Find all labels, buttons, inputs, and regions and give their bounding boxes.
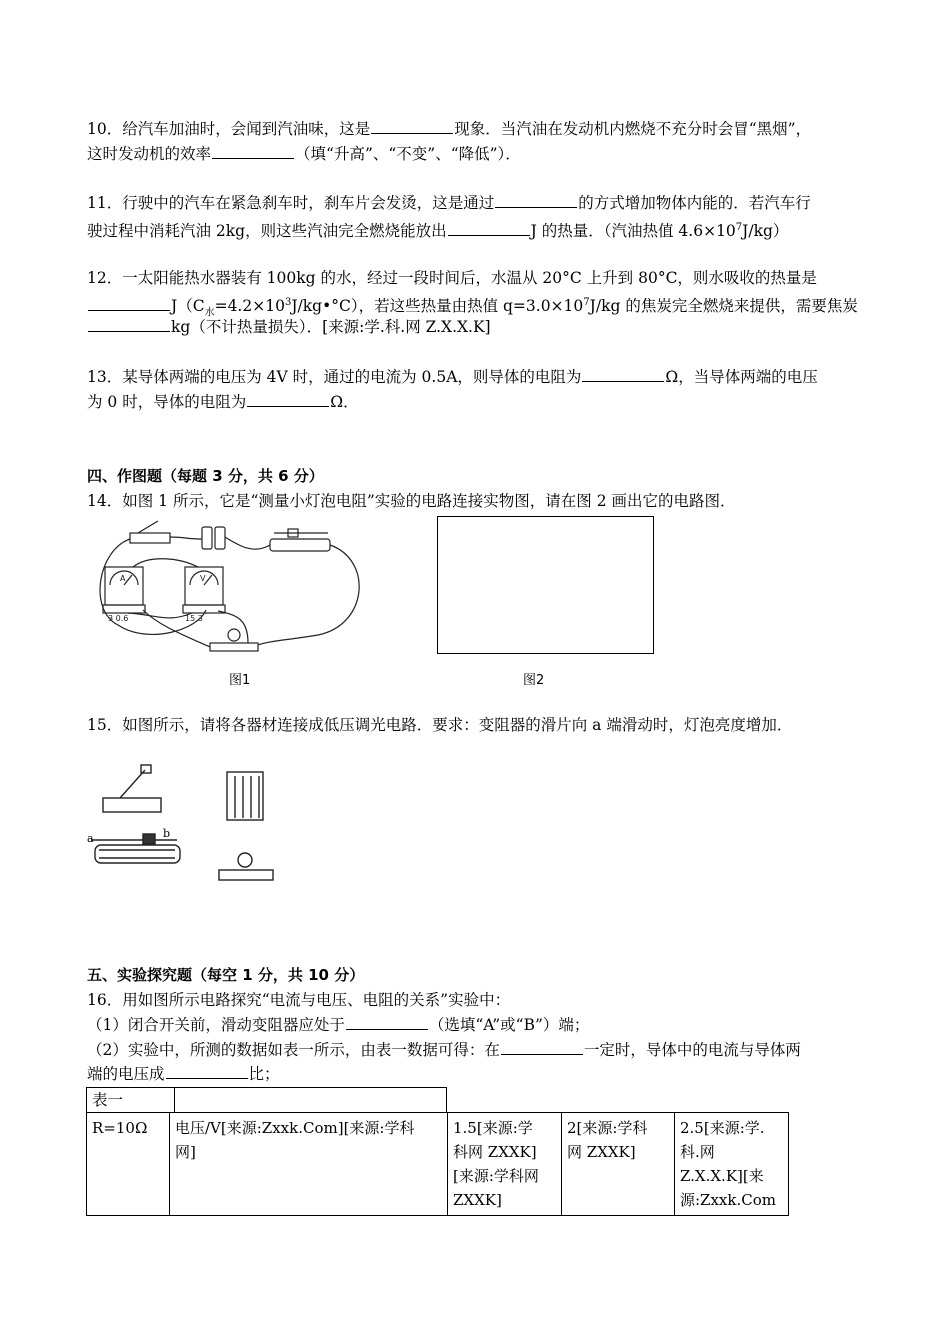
subscript: 水 <box>204 307 215 319</box>
answer-blank[interactable] <box>371 118 453 134</box>
table-cell: R=10Ω <box>87 1113 170 1216</box>
q13-text: 13．某导体两端的电压为 4V 时，通过的电流为 0.5A，则导体的电阻为 <box>87 368 582 386</box>
rheostat-icon <box>95 845 180 863</box>
superscript: 3 <box>284 297 292 308</box>
q15-text: 15．如图所示，请将各器材连接成低压调光电路．要求：变阻器的滑片向 a 端滑动时，灯泡亮度增加． <box>87 716 793 734</box>
answer-blank[interactable] <box>582 366 664 382</box>
q13-line2 <box>87 391 359 413</box>
q10-text: 10．给汽车加油时，会闻到汽油味，这是 <box>87 120 371 138</box>
q16-line4 <box>87 1063 280 1085</box>
q16-line1: 16．用如图所示电路探究“电流与电压、电阻的关系”实验中： <box>87 991 511 1009</box>
q16-text: 比； <box>248 1065 280 1083</box>
q11-line2 <box>87 217 788 242</box>
q10-line1 <box>87 118 811 140</box>
q16-text: （1）闭合开关前，滑动变阻器应处于 <box>87 1016 345 1034</box>
switch-icon <box>103 798 161 812</box>
svg-text:A: A <box>120 574 126 583</box>
q16-line3 <box>87 1039 801 1061</box>
answer-blank[interactable] <box>166 1063 248 1079</box>
q10-text: 这时发动机的效率 <box>87 145 212 163</box>
circuit-drawing-box[interactable] <box>437 516 654 654</box>
cell-text: 科网 ZXXK] <box>453 1143 537 1161</box>
battery-icon <box>227 772 263 820</box>
table-cell <box>562 1113 675 1216</box>
cell-text: 网] <box>175 1143 196 1161</box>
table-cell <box>170 1113 448 1216</box>
cell-text: 2[来源:学科 <box>567 1119 648 1137</box>
q10-text: 现象．当汽油在发动机内燃烧不充分时会冒“黑烟”， <box>454 120 812 138</box>
figure-2-caption: 图2 <box>523 673 545 688</box>
svg-text:3 0.6: 3 0.6 <box>108 614 129 623</box>
q16-text: 一定时，导体中的电流与导体两 <box>583 1041 801 1059</box>
q12-text: J/kg 的焦炭完全燃烧来提供，需要焦炭 <box>589 297 858 316</box>
q11-text: J/kg） <box>742 222 789 241</box>
cell-text: Z.X.X.K][来 <box>680 1167 764 1185</box>
answer-blank[interactable] <box>495 192 577 208</box>
switch-base <box>130 533 170 543</box>
q11-text: J 的热量．（汽油热值 4.6×10 <box>530 222 736 241</box>
superscript: 7 <box>735 222 743 233</box>
q12-text: J/kg•°C），若这些热量由热值 q=3.0×10 <box>291 297 584 316</box>
q16-text: 端的电压成 <box>87 1065 165 1083</box>
table-cell <box>675 1113 789 1216</box>
q12-text: kg（不计热量损失）．[来源:学.科.网 Z.X.X.K] <box>171 318 491 336</box>
circuit-figure-1 <box>88 515 368 660</box>
q16-line2 <box>87 1014 589 1036</box>
table-cell <box>448 1113 562 1216</box>
cell-text: 网 ZXXK] <box>567 1143 636 1161</box>
q13-text: 为 0 时，导体的电阻为 <box>87 393 247 411</box>
cell-text: [来源:学科网 <box>453 1167 539 1185</box>
equipment-figure <box>85 760 285 890</box>
answer-blank[interactable] <box>88 316 170 332</box>
svg-text:15 3: 15 3 <box>185 614 203 623</box>
q10-text: （填“升高”、“不变”、“降低”）． <box>295 145 521 163</box>
cell-text: ZXXK] <box>453 1191 502 1209</box>
q13-line1 <box>87 366 818 388</box>
q13-text: Ω． <box>330 393 359 411</box>
figure-1-caption: 图1 <box>229 673 251 688</box>
svg-text:V: V <box>200 574 206 583</box>
section-title: 五、实验探究题（每空 1 分，共 10 分） <box>87 966 365 984</box>
q10-line2 <box>87 143 521 165</box>
data-table <box>86 1112 789 1216</box>
q12-line1: 12．一太阳能热水器装有 100kg 的水，经过一段时间后，水温从 20°C 上升到 80°C，则水吸收的热量是 <box>87 269 817 287</box>
q12-line3 <box>87 316 491 338</box>
table-caption-row <box>86 1087 447 1113</box>
cell-text: 1.5[来源:学 <box>453 1119 533 1137</box>
q11-text: 驶过程中消耗汽油 2kg，则这些汽油完全燃烧能放出 <box>87 222 447 241</box>
q11-text: 11．行驶中的汽车在紧急刹车时，刹车片会发烫，这是通过 <box>87 194 495 212</box>
answer-blank[interactable] <box>501 1039 583 1055</box>
answer-blank[interactable] <box>346 1014 428 1030</box>
q12-text: J（C <box>171 297 205 316</box>
q16-text: （选填“A”或“B”）端； <box>428 1016 590 1034</box>
label-b: b <box>163 827 171 840</box>
answer-blank[interactable] <box>212 143 294 159</box>
q12-text: =4.2×10 <box>214 297 285 316</box>
cell-text: 源:Zxxk.Com <box>680 1191 776 1209</box>
label-a: a <box>87 832 94 845</box>
q11-text: 的方式增加物体内能的．若汽车行 <box>578 194 811 212</box>
answer-blank[interactable] <box>247 391 329 407</box>
answer-blank[interactable] <box>88 295 170 311</box>
table-row <box>87 1113 789 1216</box>
superscript: 7 <box>583 297 590 308</box>
section-title: 四、作图题（每题 3 分，共 6 分） <box>87 467 324 485</box>
answer-blank[interactable] <box>448 220 530 236</box>
q14-text: 14．如图 1 所示，它是“测量小灯泡电阻”实验的电路连接实物图，请在图 2 画出它的电路图． <box>87 492 736 510</box>
bulb-icon <box>219 870 273 880</box>
cell-text: 2.5[来源:学. <box>680 1119 765 1137</box>
table-caption: 表一 <box>87 1088 175 1113</box>
q11-line1 <box>87 192 811 214</box>
cell-text: 电压/V[来源:Zxxk.Com][来源:学科 <box>175 1119 415 1137</box>
q13-text: Ω，当导体两端的电压 <box>665 368 818 386</box>
cell-text: 科.网 <box>680 1143 715 1161</box>
q16-text: （2）实验中，所测的数据如表一所示，由表一数据可得：在 <box>87 1041 500 1059</box>
